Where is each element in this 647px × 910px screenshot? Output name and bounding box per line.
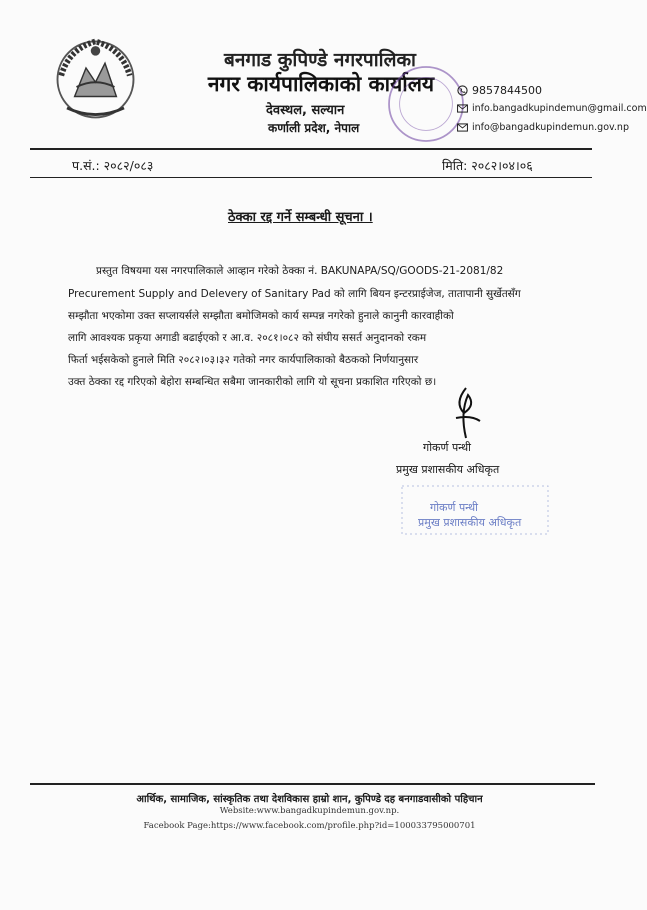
footer-facebook: Facebook Page:https://www.facebook.com/profile.php?id=100033795000701 [143, 821, 476, 831]
phone-contact [457, 84, 542, 97]
phone-icon [457, 85, 468, 96]
mail-icon [457, 104, 468, 113]
municipality-name: बनगाड कुपिण्डे नगरपालिका [224, 49, 416, 71]
notice-body-line: उक्त ठेक्का रद्द गरिएको बेहोरा सम्बन्धित सबैमा जानकारीको लागि यो सूचना प्रकाशित गरिएको छ। [68, 376, 437, 388]
footer-slogan: आर्थिक, सामाजिक, सांस्कृतिक तथा देशविकास हाम्रो शान, कुपिण्डे दह बनगाडवासीको पहिचान [136, 794, 483, 805]
header-divider [30, 148, 592, 150]
stamp-signatory-name: गोकर्ण पन्थी [430, 501, 479, 514]
notice-title: ठेक्का रद्द गर्ने सम्बन्धी सूचना । [228, 210, 373, 225]
notice-body-line: लागि आवश्यक प्रकृया अगाडी बढाईएको र आ.व. २०८१।०८२ को संघीय ससर्त अनुदानको रकम [68, 332, 427, 344]
reference-divider [30, 177, 592, 178]
signatory-title: प्रमुख प्रशासकीय अधिकृत [396, 463, 500, 476]
email-address: info.bangadkupindemun@gmail.com [472, 103, 647, 114]
notice-body-line: सम्झौता भएकोमा उक्त सप्लायर्सले सम्झौता बमोजिमको कार्य सम्पन्न नगरेको हुनाले कानुनी कारवाहीको [68, 310, 454, 322]
notice-body-line: प्रस्तुत विषयमा यस नगरपालिकाले आव्हान गरेको ठेक्का नं. BAKUNAPA/SQ/GOODS-21-2081/82 [96, 265, 504, 277]
address-line-1: देवस्थल, सल्यान [266, 103, 345, 118]
email-gov-address: info@bangadkupindemun.gov.np [472, 122, 629, 133]
nepal-emblem-icon [48, 30, 143, 125]
footer-divider [30, 783, 595, 785]
reference-number: प.सं.: २०८२/०८३ [72, 158, 154, 173]
notice-body-line: फिर्ता भईसकेको हुनाले मिति २०८२।०३।३२ गतेको नगर कार्यपालिकाको बैठकको निर्णयानुसार [68, 354, 419, 366]
handwritten-signature [446, 383, 486, 443]
footer-website: Website:www.bangadkupindemun.gov.np. [219, 806, 400, 816]
email-gov-contact [457, 122, 629, 133]
phone-number: 9857844500 [472, 84, 542, 97]
letter-date: मिति: २०८२।०४।०६ [442, 158, 533, 173]
address-line-2: कर्णाली प्रदेश, नेपाल [268, 121, 360, 135]
notice-body-line: Precurement Supply and Delevery of Sanitary Pad को लागि बियन इन्टरप्राईजेज, तातापानी सुर्खेतसँग [68, 288, 521, 300]
email-contact [457, 103, 647, 114]
stamp-signatory-title: प्रमुख प्रशासकीय अधिकृत [418, 516, 522, 529]
signatory-name: गोकर्ण पन्थी [423, 441, 472, 454]
mail-icon [457, 123, 468, 132]
office-name: नगर कार्यपालिकाको कार्यालय [207, 72, 435, 96]
